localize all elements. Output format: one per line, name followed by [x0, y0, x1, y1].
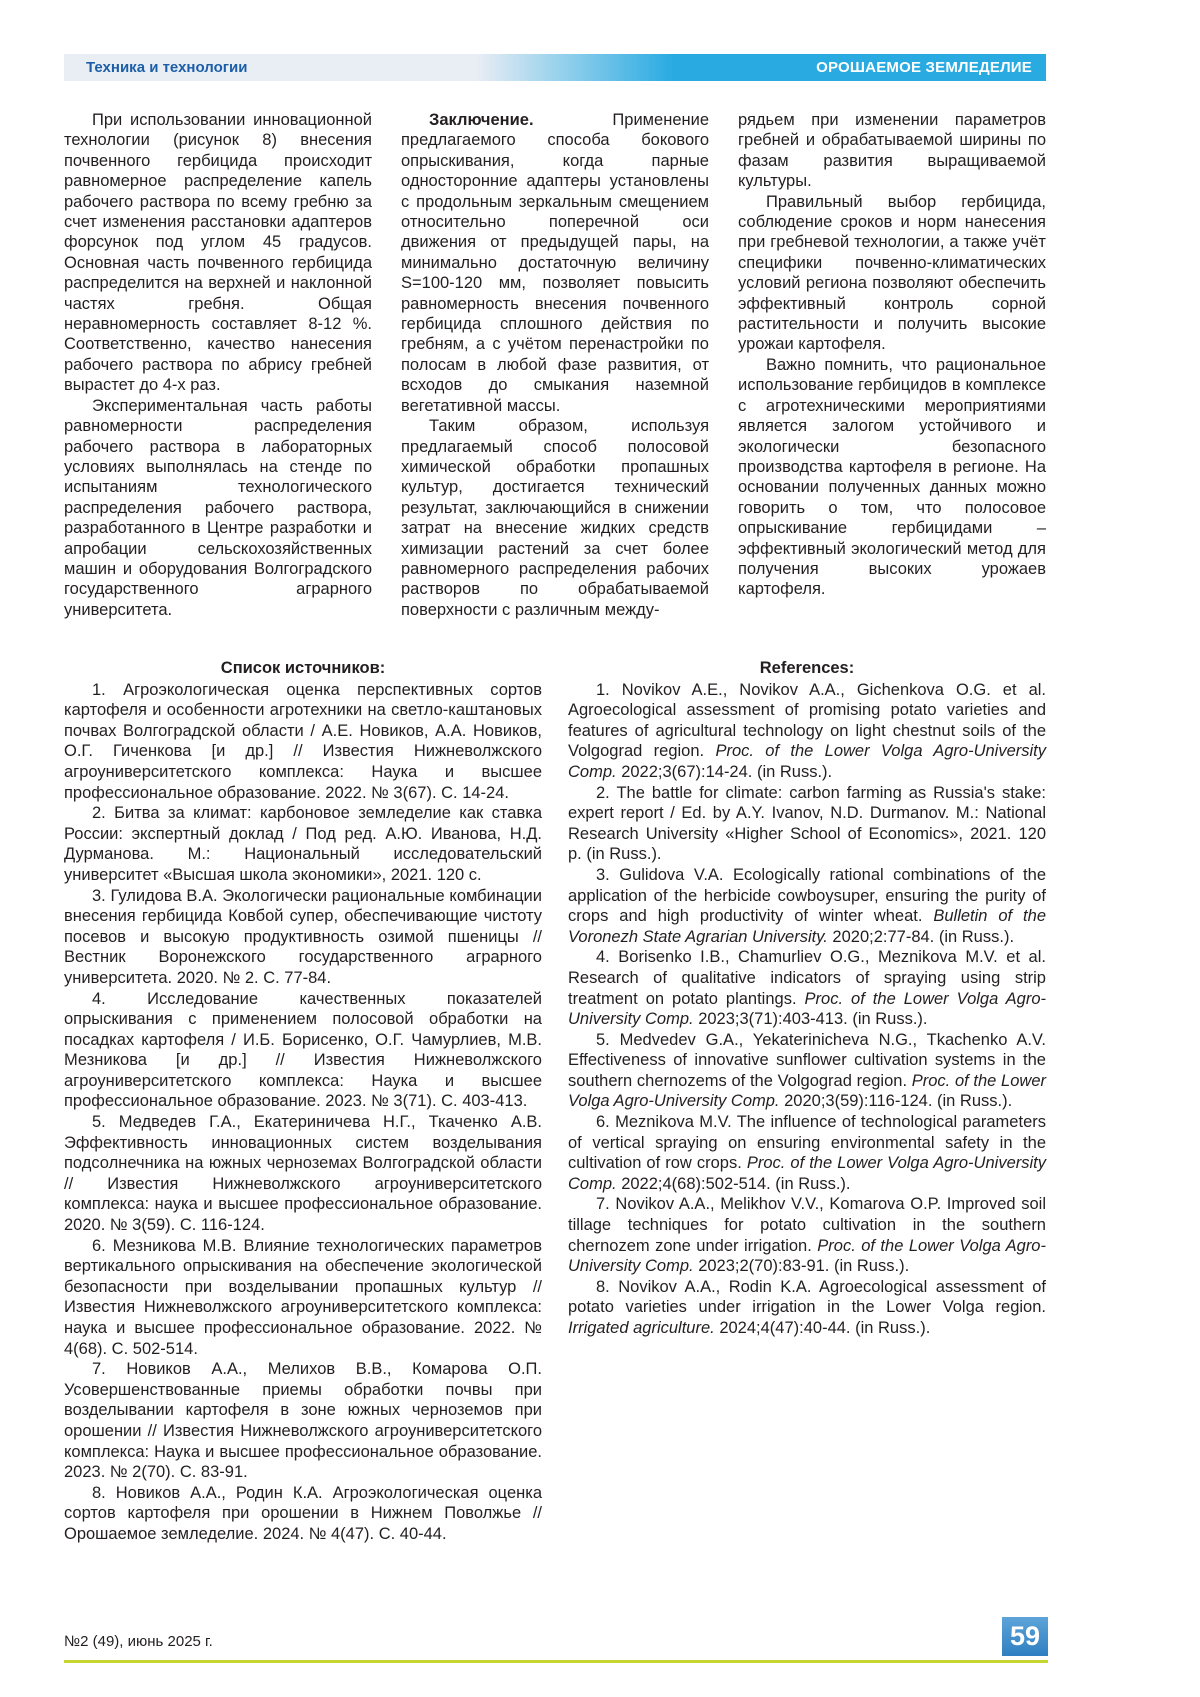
references-en-column [568, 658, 1046, 1545]
reference-item: 3. Gulidova V.A. Ecologically rational combinations of the application of the herbicide cowboysuper, ensuring the purity of crops and high productivity of winter wheat. Bulletin of the Voronezh State Agrarian University. 2020;2:77-84. (in Russ.). [568, 865, 1046, 946]
reference-item: 1. Novikov A.E., Novikov A.A., Gichenkova O.G. et al. Agroecological assessment of promising potato varieties and features of agricultural technology on light chestnut soils of the Volgograd region. Proc. of the Lower Volga Agro-University Comp. 2022;3(67):14-24. (in Russ.). [568, 680, 1046, 781]
reference-item: 6. Meznikova M.V. The influence of technological parameters of vertical spraying on ensuring environmental safety in the cultivation of row crops. Proc. of the Lower Volga Agro-University Comp. 2022;4(68):502-514. (in Russ.). [568, 1113, 1046, 1193]
reference-item: 7. Novikov A.A., Melikhov V.V., Komarova O.P. Improved soil tillage techniques for potato cultivation in the southern chernozem zone under irrigation. Proc. of the Lower Volga Agro-University Comp. 2023;2(70):83-91. (in Russ.). [568, 1195, 1046, 1276]
references-ru-column [64, 658, 542, 1545]
footer-issue-label: №2 (49), июнь 2025 г. [64, 1633, 213, 1650]
article-column-3 [738, 110, 1046, 620]
reference-item: 2. Битва за климат: карбоновое земледелие как ставка России: экспертный доклад / Под ред. А.Ю. Иванова, Н.Д. Дурманова. М.: Национальный исследовательский университет «Высшая школа экономики», 2021. 120 с. [64, 804, 542, 884]
article-body [64, 110, 1046, 620]
references-ru-list [64, 680, 542, 1545]
reference-item: 2. The battle for climate: carbon farming as Russia's stake: expert report / Ed. by A.Y. Ivanov, N.D. Durmanov. M.: National Research University «Higher School of Economics», 2021. 120 p. (in Russ.). [568, 783, 1046, 864]
paragraph: При использовании инновационной технологии (рисунок 8) внесения почвенного гербицида происходит равномерное распределение капель рабочего раствора по всему гребню за счет изменения расстановки адаптеров форсунок под углом 45 градусов. Основная часть почвенного гербицида распределится на верхней и наклонной частях гребня. Общая неравномерность составляет 8-12 %. Соответственно, качество нанесения рабочего раствора по абрису гребней вырастет до 4-х раз. [64, 111, 372, 395]
references-section [64, 658, 1046, 1545]
reference-item: 4. Исследование качественных показателей опрыскивания с применением полосовой обработки на посадках картофеля / И.Б. Борисенко, О.Г. Чамурлиев, М.В. Мезникова [и др.] // Известия Нижневолжского агроуниверситетского комплекса: Наука и высшее профессиональное образование. 2023. № 3(71). С. 403-413. [64, 989, 542, 1111]
reference-item: 5. Medvedev G.A., Yekaterinicheva N.G., Tkachenko A.V. Effectiveness of innovative sunflower cultivation systems in the southern chernozems of the Volgograd region. Proc. of the Lower Volga Agro-University Comp. 2020;3(59):116-124. (in Russ.). [568, 1030, 1046, 1111]
reference-item: 8. Новиков А.А., Родин К.А. Агроэкологическая оценка сортов картофеля при орошении в Нижнем Поволжье // Орошаемое земледелие. 2024. № 4(47). С. 40-44. [64, 1483, 542, 1543]
reference-item: 7. Новиков А.А., Мелихов В.В., Комарова О.П. Усовершенствованные приемы обработки почвы при возделывании картофеля в зоне южных черноземов при орошении // Известия Нижневолжского агроуниверситетского комплекса: Наука и высшее профессиональное образование. 2023. № 2(70). С. 83-91. [64, 1360, 542, 1482]
article-column-2 [401, 110, 709, 620]
references-en-list [568, 680, 1046, 1339]
reference-item: 3. Гулидова В.А. Экологически рациональные комбинации внесения гербицида Ковбой супер, обеспечивающие чистоту посевов и высокую продуктивность озимой пшеницы // Вестник Воронежского государственного аграрного университета. 2020. № 2. С. 77-84. [64, 886, 542, 987]
section-title-right: ОРОШАЕМОЕ ЗЕМЛЕДЕЛИЕ [816, 59, 1032, 76]
article-column-1 [64, 110, 372, 620]
references-en-title: References: [759, 659, 855, 677]
reference-item: 4. Borisenko I.B., Chamurliev O.G., Meznikova M.V. et al. Research of qualitative indicators of spraying using strip treatment on potato plantings. Proc. of the Lower Volga Agro-University Comp. 2023;3(71):403-413. (in Russ.). [568, 948, 1046, 1029]
page-header-bar [64, 54, 1046, 81]
reference-item: 6. Мезникова М.В. Влияние технологических параметров вертикального опрыскивания на обеспечение экологической безопасности при возделывании пропашных культур // Известия Нижневолжского агроуниверситетского комплекса: наука и высшее профессиональное образование. 2022. № 4(68). С. 502-514. [64, 1236, 542, 1358]
paragraph: Правильный выбор гербицида, соблюдение сроков и норм нанесения при гребневой технологии, а также учёт специфики почвенно-климатических условий региона позволяют обеспечить эффективный контроль сорной растительности и получить высокие урожаи картофеля. [738, 192, 1046, 354]
conclusion-lead-text: Применение предлагаемого способа бокового опрыскивания, когда парные односторонние адаптеры установлены с продольным зеркальным смещением относительно поперечной оси движения от предыдущей пары, на минимально достаточную величину S=100-120 мм, позволяет повысить равномерность внесения почвенного гербицида сплошного действия по гребням, а с учётом перенастройки по полосам в любой фазе развития, от всходов до смыкания наземной вегетативной массы. [401, 111, 709, 415]
paragraph-continuation: рядьем при изменении параметров гребней и обрабатываемой ширины по фазам развития выращиваемой культуры. [738, 111, 1046, 191]
paragraph: Таким образом, используя предлагаемый способ полосовой химической обработки пропашных культур, достигается технический результат, заключающийся в снижении затрат на внесение жидких средств химизации растений за счет более равномерного распределения рабочих растворов по обрабатываемой поверхности с различным между- [401, 417, 709, 619]
paragraph: Экспериментальная часть работы равномерности распределения рабочего раствора в лабораторных условиях выполнялась на стенде по испытаниям технологического распределения рабочего раствора, разработанного в Центре разработки и апробации сельскохозяйственных машин и оборудования Волгоградского государственного аграрного университета. [64, 396, 372, 619]
conclusion-lead-label: Заключение. [429, 111, 534, 129]
reference-item: 8. Novikov A.A., Rodin K.A. Agroecological assessment of potato varieties under irrigation in the Lower Volga region. Irrigated agriculture. 2024;4(47):40-44. (in Russ.). [568, 1277, 1046, 1337]
section-title-left: Техника и технологии [86, 59, 248, 76]
references-ru-title: Список источников: [220, 659, 386, 677]
page-number-badge: 59 [1002, 1617, 1048, 1656]
conclusion-paragraph [401, 110, 709, 416]
footer-rule [64, 1660, 1048, 1663]
reference-item: 5. Медведев Г.А., Екатериничева Н.Г., Ткаченко А.В. Эффективность инновационных систем возделывания подсолнечника на южных черноземах Волгоградской области // Известия Нижневолжского агроуниверситетского комплекса: наука и высшее профессиональное образование. 2020. № 3(59). С. 116-124. [64, 1113, 542, 1235]
reference-item: 1. Агроэкологическая оценка перспективных сортов картофеля и особенности агротехники на светло-каштановых почвах Волгоградской области / А.Е. Новиков, А.А. Новиков, О.Г. Гиченкова [и др.] // Известия Нижневолжского агроуниверситетского комплекса: Наука и высшее профессиональное образование. 2022. № 3(67). С. 14-24. [64, 680, 542, 802]
paragraph: Важно помнить, что рациональное использование гербицидов в комплексе с агротехническими мероприятиями является залогом устойчивого и экологически безопасного производства картофеля в регионе. На основании полученных данных можно говорить о том, что полосовое опрыскивание гербицидами – эффективный экологический метод для получения высоких урожаев картофеля. [738, 355, 1046, 599]
